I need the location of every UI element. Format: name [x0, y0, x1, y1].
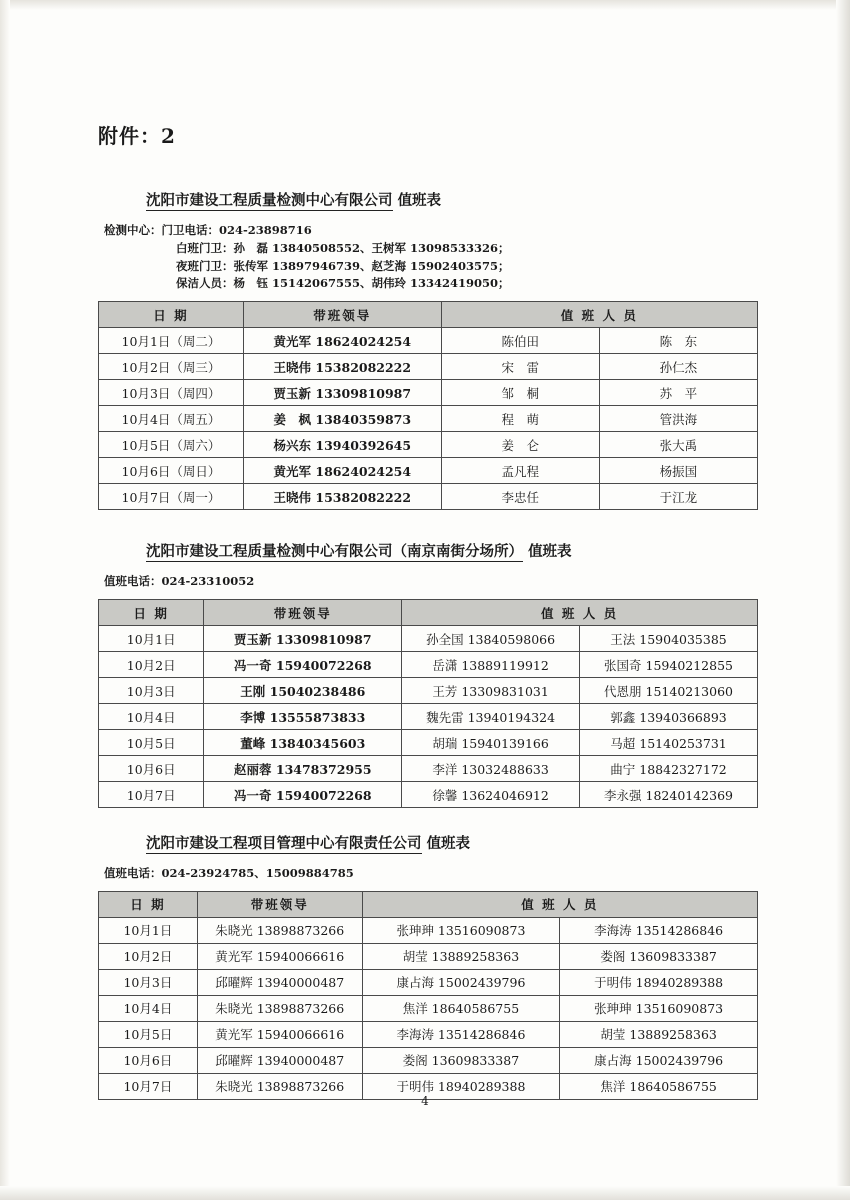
cell-staff1: 张珅珅 13516090873	[362, 917, 560, 943]
section3-info	[98, 865, 758, 883]
table-row	[99, 782, 758, 808]
section2-info	[98, 573, 758, 591]
paper-edge-top	[0, 0, 850, 10]
table-header-row	[99, 891, 758, 917]
header-staff: 值 班 人 员	[441, 302, 757, 328]
cell-date: 10月3日（周四）	[99, 380, 244, 406]
table-row	[99, 917, 758, 943]
cell-staff2: 王法 15904035385	[580, 626, 758, 652]
cell-leader: 李博 13555873833	[204, 704, 402, 730]
cell-leader: 黄光军 18624024254	[243, 458, 441, 484]
section1-info-line-2: 夜班门卫：张传军 13897946739、赵芝海 15902403575；	[176, 258, 510, 273]
section1-info-line-1: 白班门卫：孙 磊 13840508552、王树军 13098533326；	[176, 240, 510, 255]
cell-leader: 朱晓光 13898873266	[197, 995, 362, 1021]
page-number: 4	[421, 1094, 429, 1108]
cell-staff2: 管洪海	[599, 406, 757, 432]
cell-staff1: 魏先雷 13940194324	[402, 704, 580, 730]
table-row	[99, 1021, 758, 1047]
duty-table-2	[98, 599, 758, 808]
section2-title-suffix: 值班表	[528, 543, 572, 561]
cell-staff2: 胡莹 13889258363	[560, 1021, 758, 1047]
header-leader: 带班领导	[204, 600, 402, 626]
cell-leader: 王刚 15040238486	[204, 678, 402, 704]
table-row	[99, 432, 758, 458]
header-staff: 值 班 人 员	[402, 600, 758, 626]
section3-title-suffix: 值班表	[426, 835, 471, 853]
table-row	[99, 484, 758, 510]
section1-info	[98, 222, 758, 293]
cell-leader: 董峰 13840345603	[204, 730, 402, 756]
spacer	[98, 516, 758, 540]
cell-staff2: 孙仁杰	[599, 354, 757, 380]
cell-leader: 黄光军 15940066616	[197, 1021, 362, 1047]
cell-staff1: 徐馨 13624046912	[402, 782, 580, 808]
cell-staff2: 曲宁 18842327172	[580, 756, 758, 782]
section3-title	[98, 832, 758, 853]
table-row	[99, 756, 758, 782]
cell-date: 10月1日（周二）	[99, 328, 244, 354]
paper-edge-left	[0, 0, 10, 1200]
cell-date: 10月3日	[99, 969, 198, 995]
cell-staff1: 孙全国 13840598066	[402, 626, 580, 652]
cell-staff2: 陈 东	[599, 328, 757, 354]
cell-date: 10月4日	[99, 995, 198, 1021]
cell-staff2: 杨振国	[599, 458, 757, 484]
cell-date: 10月2日（周三）	[99, 354, 244, 380]
section1-title-suffix: 值班表	[397, 192, 442, 209]
cell-leader: 黄光军 15940066616	[197, 943, 362, 969]
cell-date: 10月6日	[99, 1047, 198, 1073]
table-header-row	[99, 600, 758, 626]
cell-staff2: 张大禹	[599, 432, 757, 458]
cell-leader: 冯一奇 15940072268	[204, 782, 402, 808]
cell-date: 10月4日	[99, 704, 204, 730]
cell-staff1: 李忠任	[441, 484, 599, 510]
table-row	[99, 730, 758, 756]
section1-title-main: 沈阳市建设工程质量检测中心有限公司	[146, 192, 393, 209]
spacer	[98, 814, 758, 832]
cell-staff1: 康占海 15002439796	[362, 969, 560, 995]
table-row	[99, 380, 758, 406]
section2-title	[98, 540, 758, 561]
cell-staff1: 孟凡程	[441, 458, 599, 484]
header-date: 日 期	[99, 302, 244, 328]
cell-staff2: 于江龙	[599, 484, 757, 510]
header-date: 日 期	[99, 891, 198, 917]
table-row	[99, 354, 758, 380]
section2-info-line-0: 值班电话：024-23310052	[104, 574, 255, 589]
cell-staff2: 李永强 18240142369	[580, 782, 758, 808]
cell-staff2: 马超 15140253731	[580, 730, 758, 756]
cell-leader: 冯一奇 15940072268	[204, 652, 402, 678]
cell-staff2: 焦洋 18640586755	[560, 1073, 758, 1099]
paper-edge-right	[836, 0, 850, 1200]
cell-staff1: 岳潇 13889119912	[402, 652, 580, 678]
cell-staff2: 康占海 15002439796	[560, 1047, 758, 1073]
cell-leader: 王晓伟 15382082222	[243, 354, 441, 380]
cell-staff1: 程 萌	[441, 406, 599, 432]
cell-date: 10月7日（周一）	[99, 484, 244, 510]
table-row	[99, 626, 758, 652]
header-leader: 带班领导	[243, 302, 441, 328]
cell-date: 10月5日	[99, 730, 204, 756]
table-row	[99, 328, 758, 354]
cell-staff2: 苏 平	[599, 380, 757, 406]
cell-leader: 贾玉新 13309810987	[204, 626, 402, 652]
cell-staff1: 胡瑞 15940139166	[402, 730, 580, 756]
cell-staff2: 郭鑫 13940366893	[580, 704, 758, 730]
cell-staff2: 代恩朋 15140213060	[580, 678, 758, 704]
cell-staff1: 王芳 13309831031	[402, 678, 580, 704]
document-content	[98, 120, 758, 1106]
cell-leader: 朱晓光 13898873266	[197, 1073, 362, 1099]
cell-staff2: 张珅珅 13516090873	[560, 995, 758, 1021]
table-row	[99, 458, 758, 484]
table-row	[99, 406, 758, 432]
table-header-row	[99, 302, 758, 328]
cell-date: 10月5日（周六）	[99, 432, 244, 458]
table-row	[99, 678, 758, 704]
cell-staff1: 李海涛 13514286846	[362, 1021, 560, 1047]
cell-staff2: 张国奇 15940212855	[580, 652, 758, 678]
cell-staff2: 李海涛 13514286846	[560, 917, 758, 943]
cell-date: 10月4日（周五）	[99, 406, 244, 432]
cell-date: 10月2日	[99, 943, 198, 969]
cell-staff1: 于明伟 18940289388	[362, 1073, 560, 1099]
header-date: 日 期	[99, 600, 204, 626]
cell-leader: 杨兴东 13940392645	[243, 432, 441, 458]
cell-date: 10月7日	[99, 782, 204, 808]
cell-date: 10月7日	[99, 1073, 198, 1099]
section-nanjing-branch	[98, 540, 758, 808]
section3-title-main: 沈阳市建设工程项目管理中心有限责任公司	[146, 835, 422, 853]
table-row	[99, 1047, 758, 1073]
table-row	[99, 704, 758, 730]
cell-date: 10月6日（周日）	[99, 458, 244, 484]
duty-table-1	[98, 301, 758, 510]
cell-date: 10月5日	[99, 1021, 198, 1047]
cell-date: 10月3日	[99, 678, 204, 704]
paper-edge-bottom	[0, 1186, 850, 1200]
cell-date: 10月1日	[99, 626, 204, 652]
cell-staff1: 姜 仑	[441, 432, 599, 458]
cell-date: 10月6日	[99, 756, 204, 782]
cell-staff1: 邹 桐	[441, 380, 599, 406]
cell-leader: 姜 枫 13840359873	[243, 406, 441, 432]
header-staff: 值 班 人 员	[362, 891, 757, 917]
cell-staff2: 娄阁 13609833387	[560, 943, 758, 969]
section1-info-line-3: 保洁人员：杨 钰 15142067555、胡伟玲 13342419050；	[176, 276, 510, 291]
cell-staff2: 于明伟 18940289388	[560, 969, 758, 995]
cell-leader: 邱曜辉 13940000487	[197, 969, 362, 995]
cell-date: 10月2日	[99, 652, 204, 678]
cell-staff1: 胡莹 13889258363	[362, 943, 560, 969]
cell-staff1: 宋 雷	[441, 354, 599, 380]
section-testing-center	[98, 189, 758, 510]
cell-leader: 贾玉新 13309810987	[243, 380, 441, 406]
section2-title-main: 沈阳市建设工程质量检测中心有限公司（南京南街分场所）	[146, 543, 523, 561]
header-leader: 带班领导	[197, 891, 362, 917]
cell-leader: 王晓伟 15382082222	[243, 484, 441, 510]
cell-staff1: 焦洋 18640586755	[362, 995, 560, 1021]
cell-staff1: 李洋 13032488633	[402, 756, 580, 782]
section-project-management	[98, 832, 758, 1100]
section1-info-line-0: 检测中心：门卫电话：024-23898716	[104, 223, 312, 237]
cell-leader: 赵丽蓉 13478372955	[204, 756, 402, 782]
cell-staff1: 娄阁 13609833387	[362, 1047, 560, 1073]
attachment-label: 附件：2	[98, 124, 176, 148]
cell-leader: 朱晓光 13898873266	[197, 917, 362, 943]
section1-title	[98, 189, 758, 210]
table-row	[99, 995, 758, 1021]
cell-leader: 黄光军 18624024254	[243, 328, 441, 354]
cell-leader: 邱曜辉 13940000487	[197, 1047, 362, 1073]
table-row	[99, 969, 758, 995]
cell-date: 10月1日	[99, 917, 198, 943]
duty-table-3	[98, 891, 758, 1100]
section3-info-line-0: 值班电话：024-23924785、15009884785	[104, 866, 354, 881]
table-row	[99, 943, 758, 969]
cell-staff1: 陈伯田	[441, 328, 599, 354]
table-row	[99, 652, 758, 678]
